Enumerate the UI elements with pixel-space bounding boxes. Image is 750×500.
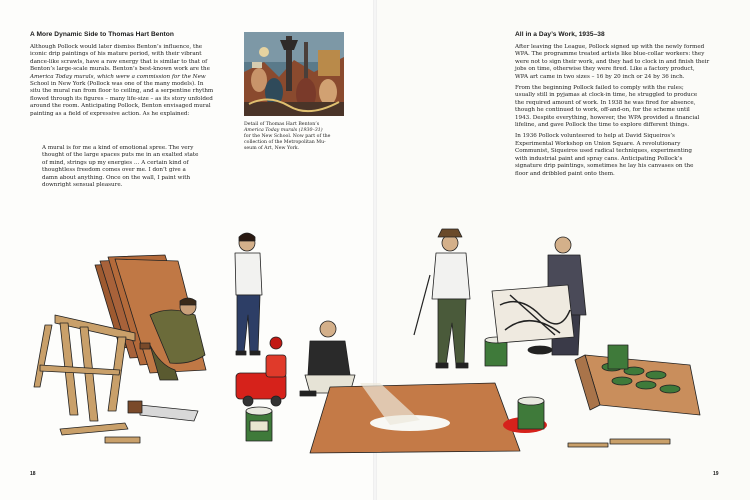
text-line: painting as a field of expressive action. As he explained: [30,110,190,117]
floor-plank [610,439,670,444]
paragraph [515,133,735,177]
text-line: WPA. The programme treated artists like blue-collar workers: they [515,51,705,58]
quote-line: damn about anything. Once on the wall, I paint with [42,174,191,181]
quote-line: A mural is for me a kind of emotional spree. The very [42,145,194,151]
text-line: usually still in pyjamas at clock-in time, he struggled to produce [515,92,698,99]
text-line: Experimental Workshop on Union Square. A revolutionary [515,140,681,147]
text-line: flowed through its figures – many life-size – as its story unfolded [30,95,213,102]
quote-line: of mind, strings up my energies … A certain kind of [42,159,189,166]
text-line: In 1936 Pollock volunteered to help at David Siqueiros’s [515,133,675,140]
text-line: situ the mural ran from floor to ceiling, and a serpentine rhythm [30,88,214,95]
red-paint-tin [503,397,547,433]
man-holding-painting [492,237,586,355]
quote-line: thought of the large spaces puts me in an exalted state [42,152,199,159]
left-body-paragraph [30,44,235,118]
page-number-right: 19 [713,471,719,477]
paint-puddle [528,346,552,354]
text-line: 1943. Despite everything, however, the WPA provided a financial [515,114,700,121]
america-today-mural-detail [244,32,344,116]
caption-line: collection of the Metropolitan Mu- [244,140,326,145]
text-line: though he continued to work, off-and-on, for the scheme until [515,107,690,114]
text-line: jobs on time, otherwise they were fired. Like a factory product, [515,66,695,73]
text-line: America Today murals, which were a commission for the New [30,73,206,80]
text-line: the required amount of work. In 1938 he was fired for absence, [515,99,696,106]
text-line: From the beginning Pollock failed to comply with the rules; [515,85,684,92]
text-line: around the room. Anticipating Pollock, Benton envisaged mural [30,103,211,110]
text-line: After leaving the League, Pollock signed up with the newly formed [515,44,705,50]
sawhorse [34,315,135,435]
text-line: dance-like scrawls, have a raw energy that is similar to that of [30,58,208,65]
paragraph [515,44,735,81]
caption-line: seum of Art, New York. [244,146,300,151]
right-body [515,44,735,182]
floor-canvas [310,383,520,453]
paint-can-left [246,407,272,441]
caption-line: for the New School. Now part of the [244,134,331,139]
text-line: lifeline, and gave Pollock the time to explore different things. [515,122,690,129]
right-heading: All in a Day’s Work, 1935–38 [515,31,605,38]
mural-caption [244,122,354,152]
text-line: Communist, Siqueiros used radical techniques, experimenting [515,148,692,155]
workshop-illustration [0,215,750,455]
quote-line: downright sensual pleasure. [42,182,123,189]
hand-saw [128,401,198,421]
text-line: Benton’s large-scale murals. Benton’s best-known work are the [30,66,210,73]
text-line: floor and dribbled paint onto them. [515,170,615,177]
paint-cans-box [575,345,700,415]
text-line: Although Pollock would later dismiss Benton’s influence, the [30,44,203,50]
floor-plank [105,437,140,443]
paragraph [515,85,735,129]
left-heading: A More Dynamic Side to Thomas Hart Benton [30,31,174,38]
standing-man-white-shirt [235,233,262,355]
text-line: signature drip paintings, sometimes he lay his canvases on the [515,163,694,170]
text-line: iconic drip paintings of his mature period, with their vibrant [30,51,202,58]
text-line: WPA art came in two sizes – 16 by 20 inch or 24 by 36 inch. [515,73,685,80]
text-line: with industrial paint and spray cans. Anticipating Pollock’s [515,155,683,162]
caption-line: America Today murals (1930–31) [244,128,323,133]
quote-line: thoughtless freedom comes over me. I don’t give a [42,167,186,174]
benton-quote [42,145,237,189]
text-line: were not to sign their work, and they had to clock in and finish their [515,58,710,65]
kneeling-sprayer [300,321,355,396]
floor-plank [568,443,608,447]
man-with-hat [414,229,470,368]
caption-line: Detail of Thomas Hart Benton’s [244,122,320,127]
page-number-left: 18 [30,471,36,477]
text-line: School in New York (Pollock was one of the many models). In [30,81,204,88]
